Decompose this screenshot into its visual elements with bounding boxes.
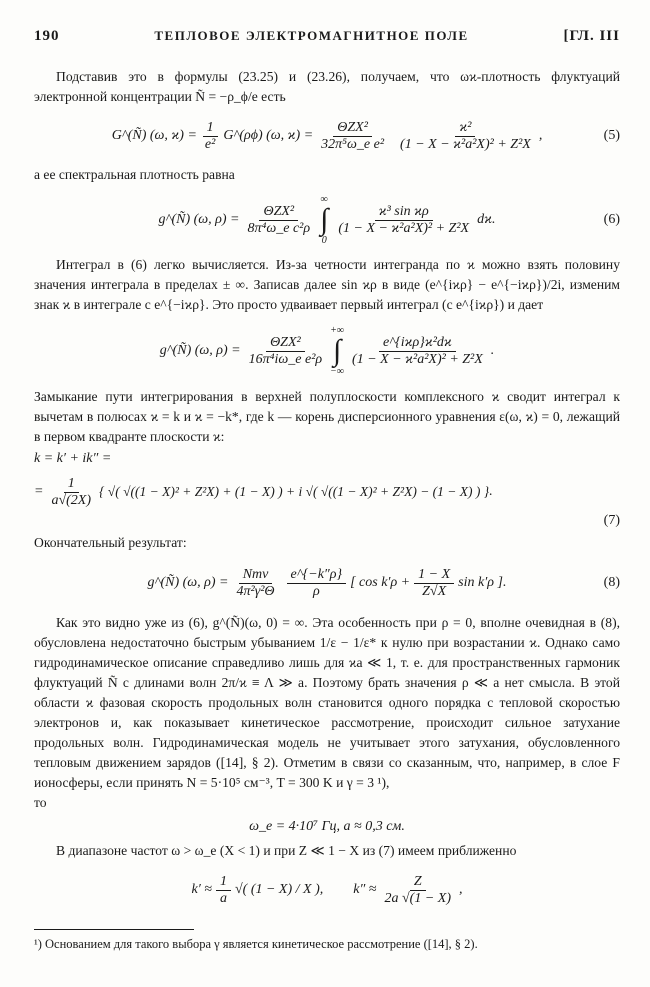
equation-7: = $\frac{1}{a√(2X)}$ { √( √((1 − X)² + Z²X) + (1 − X) ) + i √( √((1 − X)² + Z²X) − (1 − X) ) } . bbox=[34, 475, 493, 508]
page-number: 190 bbox=[34, 28, 60, 44]
equation-5: G^(Ñ) (ω, ϰ) = $\frac{1}{\text{e²}}$ G^(ρϕ) (ω, ϰ) = $\frac{\text{ΘZX²}}{\text{32π⁵ω\_e e²}}$ $\frac{\text{ϰ²}}{\text{(1 − X − ϰ²a²X)² + Z²X}}$ , (5) bbox=[111, 119, 620, 152]
running-header bbox=[34, 28, 620, 45]
equation-7-line1: k = k′ + ik″ = bbox=[34, 451, 112, 466]
paragraph-6: Как это видно уже из (6), g^(Ñ)(ω, 0) = ∞. Эта особенность при ρ = 0, вполне очевидная в (8), обусловлена недостаточно быстрым убыванием 1/ε − 1/ε* к нулю при возрастании ϰ. Однако само гидродинамическое описание справедливо лишь для ϰa ≪ 1, т. е. для пространственных гармоник флуктуаций Ñ с длинами волн 2π/ϰ ≡ Λ ≫ a. Поэтому брать значения ρ ≪ a нет смысла. В этой области ϰ фазовая скорость продольных волн становится одного порядка с тепловой скоростью электронов и, как показывает кинетическое рассмотрение, происходит сильное затухание продольных волн. Гидродинамическая модель не учитывает этого затухания, обусловленного тепловым движением зарядов ([14], § 2). Отметим в связи со сказанным, что, например, в слое F ионосферы, если принять N = 5·10⁵ см⁻³, T = 300 K и γ = 3 ¹), bbox=[34, 615, 620, 790]
equation-8: g^(Ñ) (ω, ρ) = $\frac{\text{Nmv}}{\text{4π²γ²Θ}}$ $\frac{e\^{}\{-k''\rho\}}{\rho}$ [ cos k′ρ + $\frac{1 - X}{Z√X}$ sin k′ρ ] . (8) bbox=[147, 566, 620, 599]
equation-number-8: (8) bbox=[603, 575, 620, 590]
chapter-label: [ГЛ. III bbox=[563, 28, 620, 44]
equation-omega-e: ω_e = 4·10⁷ Гц, a ≈ 0,3 см. bbox=[249, 819, 405, 834]
footnote: ¹) Основанием для такого выбора γ является кинетическое рассмотрение ([14], § 2). bbox=[34, 937, 478, 951]
paragraph-7: В диапазоне частот ω > ω_e (X < 1) и при Z ≪ 1 − X из (7) имеем приближенно bbox=[56, 843, 517, 858]
equation-number-6: (6) bbox=[603, 212, 620, 227]
paragraph-4: Замыкание пути интегрирования в верхней полуплоскости комплексного ϰ сводит интеграл к вычетам в полюсах ϰ = k и ϰ = −k*, где k — корень дисперсионного уравнения ε(ω, ϰ) = 0, лежащий в первом квадранте плоскости ϰ: bbox=[34, 389, 620, 444]
footnote-divider bbox=[34, 929, 194, 930]
paragraph-3: Интеграл в (6) легко вычисляется. Из-за четности интегранда по ϰ можно взять половину значения интеграла в пределах ± ∞. Записав далее sin ϰρ в виде (e^{iϰρ} − e^{−iϰρ})/2i, изменим знак ϰ в интеграле с e^{−iϰρ}. Это просто удваивает первый интеграл (с e^{iϰρ}) и дает bbox=[34, 257, 620, 312]
equation-7a: g^(Ñ) (ω, ρ) = $\frac{\text{ΘZX²}}{\text{16π⁴iω\_e e²ρ}}$ +∞ ∫ −∞ $\frac{\text{e\textasciicircum{}\{iϰρ\}ϰ²dϰ}}{\text{(1 − X − ϰ²a²X)² + Z²X}}$ . bbox=[159, 325, 495, 377]
running-title: ТЕПЛОВОЕ ЭЛЕКТРОМАГНИТНОЕ ПОЛЕ bbox=[154, 28, 469, 43]
paragraph-6-tail: то bbox=[34, 795, 47, 810]
equation-9: k′ ≈ $\frac{1}{a}$ √( (1 − X) / X ), k″ ≈ $\frac{Z}{2a √(1 - X)}$ , bbox=[191, 873, 463, 906]
paragraph-2: а ее спектральная плотность равна bbox=[34, 167, 235, 182]
equation-number-5: (5) bbox=[603, 128, 620, 143]
paragraph-1: Подставив это в формулы (23.25) и (23.26), получаем, что ωϰ-плотность флуктуаций электронной концентрации Ñ = −ρ_ϕ/e есть bbox=[34, 69, 620, 104]
equation-6: g^(Ñ) (ω, ρ) = $\frac{\text{ΘZX²}}{\text{8π⁴ω\_e c²ρ}}$ ∞ ∫ 0 $\frac{\text{ϰ³ sin ϰρ}}{\text{(1 − X − ϰ²a²X)² + Z²X}}$ dϰ. (6) bbox=[158, 194, 620, 246]
equation-number-7: (7) bbox=[603, 513, 620, 528]
paragraph-5: Окончательный результат: bbox=[34, 535, 187, 550]
